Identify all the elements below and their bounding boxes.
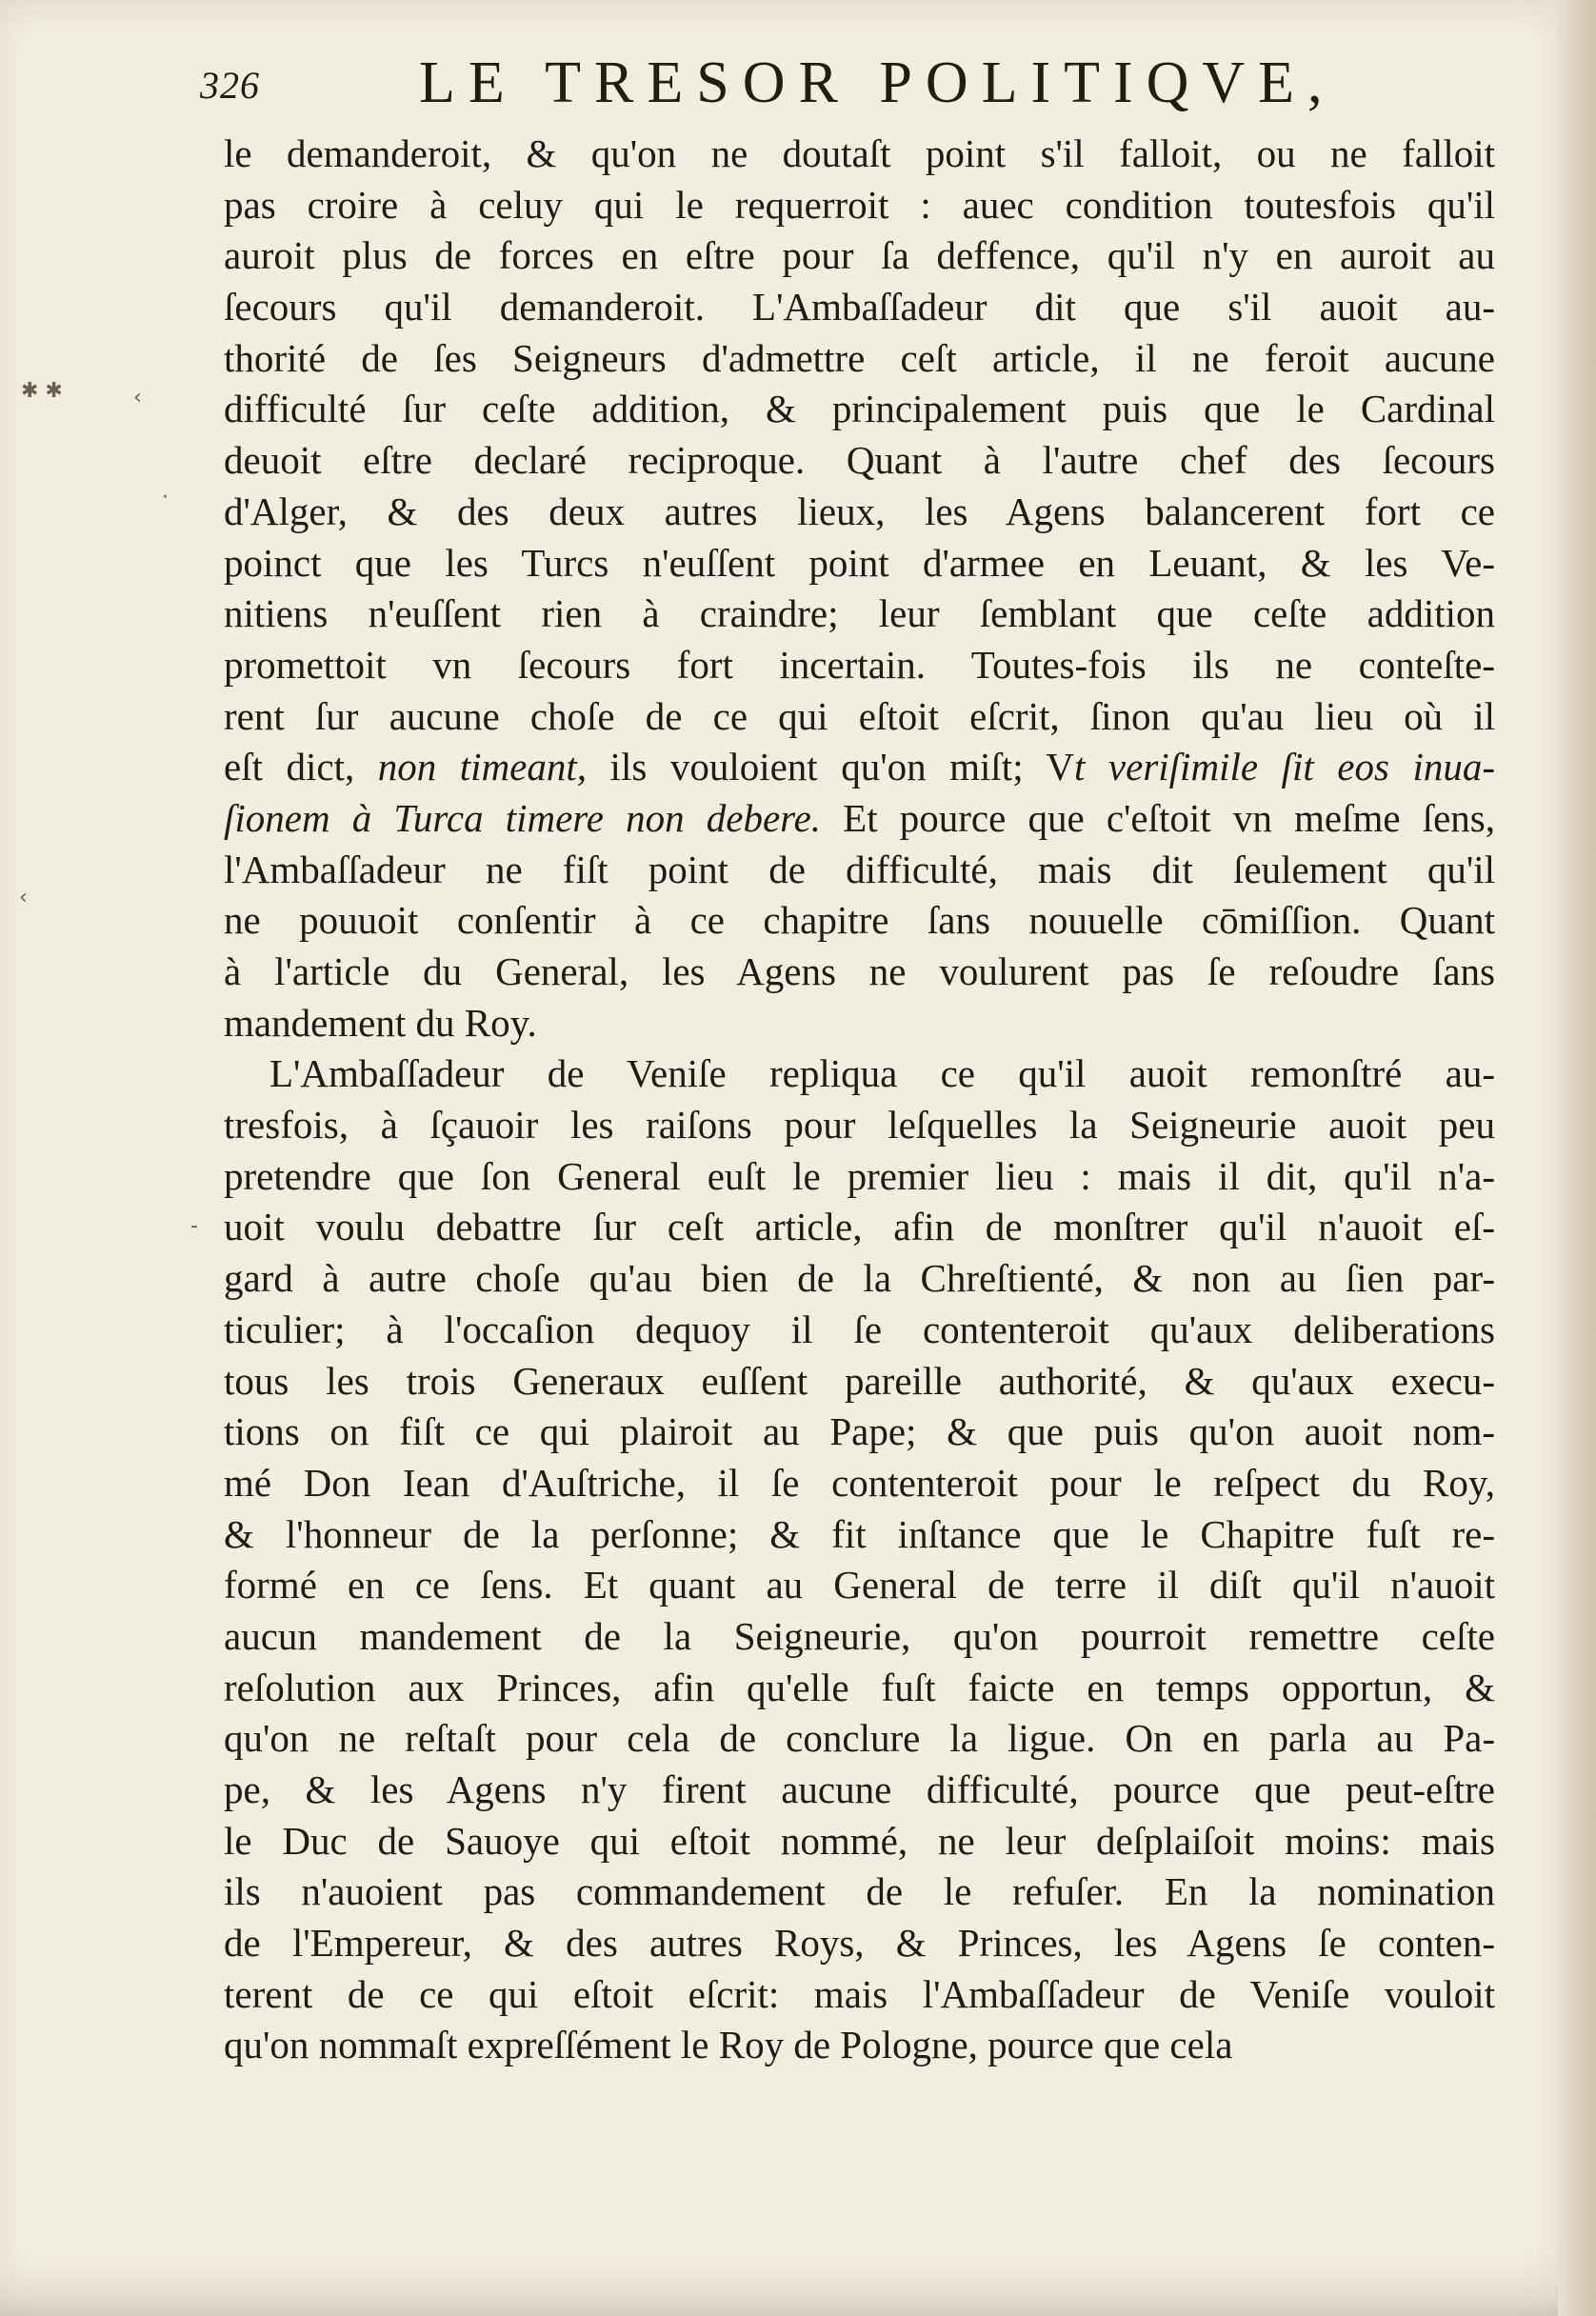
text-line: de l'Empereur, & des autres Roys, & Princes, les Agens ſe conten- [224, 1921, 1495, 1966]
page-edge-shadow [1558, 0, 1596, 2316]
text-line: deuoit eſtre declaré reciproque. Quant à l'autre chef des ſecours [224, 438, 1495, 483]
latin-phrase: t veriſimile ſit eos inua- [1074, 745, 1495, 789]
page-number: 326 [200, 64, 260, 107]
text-segment: eſt dict, [224, 745, 378, 789]
text-line: poinct que les Turcs n'euſſent point d'armee en Leuant, & les Ve- [224, 540, 1495, 585]
text-line: l'Ambaſſadeur ne fiſt point de difficulté, mais dit ſeulement qu'il [224, 847, 1495, 891]
text-line: ne pouuoit conſentir à ce chapitre ſans nouuelle cōmiſſion. Quant [224, 898, 1495, 943]
text-line [224, 742, 1495, 793]
text-line: mé Don Iean d'Auſtriche, il ſe contenteroit pour le reſpect du Roy, [224, 1460, 1495, 1505]
text-line: difficulté ſur ceſte addition, & principalement puis que le Cardinal [224, 387, 1495, 431]
margin-mark: · [162, 486, 169, 509]
text-line: reſolution aux Princes, afin qu'elle fuſt faicte en temps opportun, & [224, 1665, 1495, 1709]
body-text [224, 129, 1495, 2071]
text-line: ils n'auoient pas commandement de le refuſer. En la nomination [224, 1869, 1495, 1914]
latin-phrase: ſionem à Turca timere non debere. [224, 795, 822, 840]
text-line: qu'on nommaſt expreſſément le Roy de Pologne, pource que cela [224, 2023, 1233, 2067]
text-line: pe, & les Agens n'y firent aucune difficulté, pource que peut-eſtre [224, 1767, 1495, 1811]
text-line: tions on fiſt ce qui plairoit au Pape; & que puis qu'on auoit nom- [224, 1409, 1495, 1454]
latin-phrase: non timeant, [377, 745, 588, 789]
text-line: ſecours qu'il demanderoit. L'Ambaſſadeur dit que s'il auoit au- [224, 285, 1495, 329]
margin-mark: - [190, 1214, 198, 1238]
text-line: pretendre que ſon General euſt le premier lieu : mais il dit, qu'il n'a- [224, 1153, 1495, 1198]
text-line: le demanderoit, & qu'on ne doutaſt point s'il falloit, ou ne falloit [224, 131, 1495, 175]
text-line: rent ſur aucune choſe de ce qui eſtoit eſcrit, ſinon qu'au lieu où il [224, 693, 1495, 738]
text-line: aucun mandement de la Seigneurie, qu'on pourroit remettre ceſte [224, 1613, 1495, 1658]
margin-mark: ✱ ✱ [21, 379, 63, 403]
text-line: tresfois, à ſçauoir les raiſons pour leſquelles la Seigneurie auoit peu [224, 1103, 1495, 1148]
running-title: LE TRESOR POLITIQVE, [419, 50, 1336, 115]
text-segment: ils vouloient qu'on miſt; V [587, 745, 1074, 789]
text-line: mandement du Roy. [224, 1000, 537, 1045]
text-line: L'Ambaſſadeur de Veniſe repliqua ce qu'il auoit remonſtré au- [269, 1051, 1495, 1096]
text-line: d'Alger, & des deux autres lieux, les Agens balancerent fort ce [224, 489, 1495, 533]
text-line: gard à autre choſe qu'au bien de la Chreſtienté, & non au ſien par- [224, 1256, 1495, 1301]
text-line: pas croire à celuy qui le requerroit : auec condition toutesfois qu'il [224, 182, 1495, 227]
margin-mark: ‹ [133, 386, 142, 409]
text-line: & l'honneur de la perſonne; & fit inſtance que le Chapitre fuſt re- [224, 1511, 1495, 1556]
page-header [200, 50, 1336, 126]
text-segment: Et pource que c'eſtoit vn meſme ſens, [821, 795, 1495, 840]
text-line: tous les trois Generaux euſſent pareille authorité, & qu'aux execu- [224, 1358, 1495, 1403]
text-line: ticulier; à l'occaſion dequoy il ſe contenteroit qu'aux deliberations [224, 1307, 1495, 1351]
text-line: nitiens n'euſſent rien à craindre; leur ſemblant que ceſte addition [224, 591, 1495, 636]
text-line: qu'on ne reſtaſt pour cela de conclure la ligue. On en parla au Pa- [224, 1716, 1495, 1761]
text-line: à l'article du General, les Agens ne voulurent pas ſe reſoudre ſans [224, 949, 1495, 993]
text-line: auroit plus de forces en eſtre pour ſa deffence, qu'il n'y en auroit au [224, 233, 1495, 278]
text-line [224, 793, 1495, 845]
text-line: formé en ce ſens. Et quant au General de terre il diſt qu'il n'auoit [224, 1563, 1495, 1607]
text-line: terent de ce qui eſtoit eſcrit: mais l'Ambaſſadeur de Veniſe vouloit [224, 1971, 1495, 2016]
text-line: le Duc de Sauoye qui eſtoit nommé, ne leur deſplaiſoit moins: mais [224, 1818, 1495, 1863]
text-line: thorité de ſes Seigneurs d'admettre ceſt article, il ne feroit aucune [224, 335, 1495, 380]
margin-mark: ‹ [19, 886, 28, 909]
text-line: uoit voulu debattre ſur ceſt article, afin de monſtrer qu'il n'auoit eſ- [224, 1205, 1495, 1249]
text-line: promettoit vn ſecours fort incertain. Toutes-fois ils ne conteſte- [224, 642, 1495, 687]
